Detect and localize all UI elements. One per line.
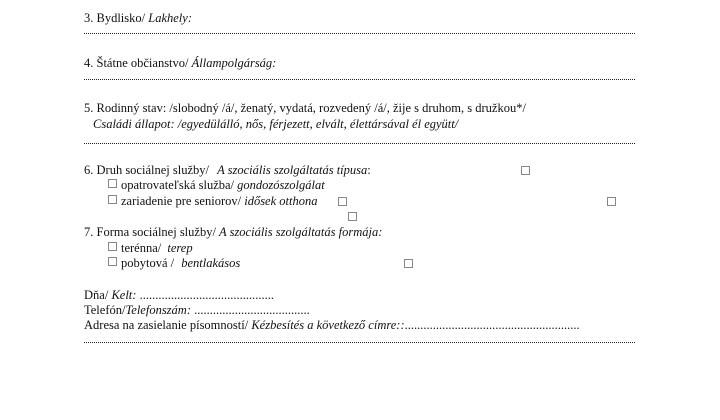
sec6-option-2-checkbox[interactable] bbox=[108, 195, 117, 204]
sec6-option-1-checkbox[interactable] bbox=[108, 179, 117, 188]
sec6-option-1-label-sk: opatrovateľská služba/ bbox=[121, 178, 238, 192]
date-dots[interactable]: ........................................... bbox=[136, 288, 274, 302]
phone-label-sk: Telefón/ bbox=[84, 303, 126, 317]
sec6-label bbox=[84, 163, 371, 178]
sec6-extra-checkbox[interactable] bbox=[348, 212, 357, 221]
sec6-label-hu: A szociális szolgáltatás típusa bbox=[217, 163, 368, 177]
sec6-option-2-label-sk: zariadenie pre seniorov/ bbox=[121, 194, 245, 208]
sec5-answer-line[interactable] bbox=[84, 143, 635, 144]
sec6-option-2-label-hu: idősek otthona bbox=[244, 194, 318, 208]
sec7-label-sk: 7. Forma sociálnej služby/ bbox=[84, 225, 220, 239]
sec3-label bbox=[84, 11, 192, 26]
sec7-option-2-label-hu: bentlakásos bbox=[181, 256, 241, 270]
sec4-label-hu: Állampolgárság: bbox=[191, 56, 277, 70]
sec6-option-1[interactable] bbox=[108, 178, 325, 193]
address-second-line[interactable] bbox=[84, 342, 635, 343]
sec7-option-1-label-hu: terep bbox=[167, 241, 193, 255]
date-label-sk: Dňa/ bbox=[84, 288, 112, 302]
sec6-option-1-label-hu: gondozószolgálat bbox=[237, 178, 325, 192]
sec6-checkbox[interactable] bbox=[521, 166, 530, 175]
date-label-hu: Kelt: bbox=[111, 288, 137, 302]
date-field[interactable] bbox=[84, 288, 274, 303]
sec6-option-2-extra-checkbox[interactable] bbox=[338, 197, 347, 206]
sec4-label bbox=[84, 56, 276, 71]
address-label-hu: Kézbesítés a következő címre:: bbox=[251, 318, 405, 332]
sec6-colon: : bbox=[367, 163, 371, 177]
sec7-option-1[interactable] bbox=[108, 241, 193, 256]
sec7-right-checkbox[interactable] bbox=[404, 259, 413, 268]
sec6-label-sk: 6. Druh sociálnej služby/ bbox=[84, 163, 213, 177]
sec3-answer-line[interactable] bbox=[84, 33, 635, 34]
sec7-option-2[interactable] bbox=[108, 256, 240, 271]
sec6-option-2[interactable] bbox=[108, 194, 317, 209]
sec6-right-checkbox[interactable] bbox=[607, 197, 616, 206]
phone-label-hu: Telefonszám: bbox=[125, 303, 191, 317]
sec5-label: 5. Rodinný stav: /slobodný /á/, ženatý, vydatá, rozvedený /á/, žije s druhom, s družkou*/ bbox=[84, 101, 526, 115]
address-label-sk: Adresa na zasielanie písomností/ bbox=[84, 318, 252, 332]
address-field[interactable] bbox=[84, 318, 580, 333]
sec5-label-hu: Családi állapot: /egyedülálló, nős, férjezett, elvált, élettársával él együtt/ bbox=[93, 117, 459, 131]
phone-field[interactable] bbox=[84, 303, 310, 318]
sec7-option-1-label-sk: terénna/ bbox=[121, 241, 165, 255]
sec3-label-sk: 3. Bydlisko/ bbox=[84, 11, 149, 25]
sec3-label-hu: Lakhely: bbox=[148, 11, 192, 25]
sec7-option-1-checkbox[interactable] bbox=[108, 242, 117, 251]
address-dots[interactable]: ........................................................ bbox=[404, 318, 580, 332]
phone-dots[interactable]: ..................................... bbox=[190, 303, 310, 317]
sec4-answer-line[interactable] bbox=[84, 79, 635, 80]
sec7-label bbox=[84, 225, 382, 240]
sec7-option-2-label-sk: pobytová / bbox=[121, 256, 178, 270]
sec4-label-sk: 4. Štátne občianstvo/ bbox=[84, 56, 192, 70]
sec7-option-2-checkbox[interactable] bbox=[108, 257, 117, 266]
sec7-label-hu: A szociális szolgáltatás formája: bbox=[219, 225, 383, 239]
